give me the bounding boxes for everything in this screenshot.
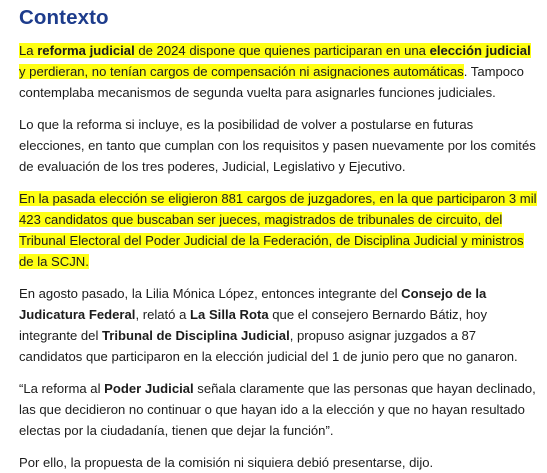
bold-term-consejo-judicatura: Consejo de la Judicatura Federal bbox=[19, 286, 487, 322]
text-run: , propuso asignar juzgados a 87 candidatos que participaron en la elección judicial del 1 de junio pero que no ganaron. bbox=[19, 328, 518, 364]
bold-term-tribunal-disciplina: Tribunal de Disciplina Judicial bbox=[102, 328, 290, 343]
paragraph-conclusion: Por ello, la propuesta de la comisión ni siquiera debió presentarse, dijo. bbox=[19, 455, 434, 470]
paragraph-reform-context bbox=[19, 40, 539, 103]
text-run: de 2024 dispone que quienes participaran en una bbox=[134, 43, 430, 58]
text-run: En agosto pasado, la Lilia Mónica López, entonces integrante del bbox=[19, 286, 402, 301]
text-run: . Tampoco contemplaba mecanismos de segunda vuelta para asignarles funciones judiciales. bbox=[19, 64, 524, 100]
highlight-reform-summary bbox=[19, 43, 531, 79]
text-run: y perdieran, no tenían cargos de compensación ni asignaciones automáticas bbox=[19, 64, 464, 79]
text-run: “La reforma al bbox=[19, 381, 105, 396]
paragraph-proposal bbox=[19, 283, 539, 367]
highlight-election-figures: En la pasada elección se eligieron 881 cargos de juzgadores, en la que participaron 3 mil 423 candidatos que buscaban ser jueces, magistrados de tribunales de circuito, del Tribunal Electoral del Poder Judicial de la Federación, de Disciplina Judicial y ministros de la SCJN. bbox=[19, 191, 537, 269]
text-run: señala claramente que las personas que hayan declinado, las que decidieron no continuar o que hayan ido a la elección y que no hayan resultado electas por la ciudadanía, tienen que dejar la función”. bbox=[19, 381, 536, 438]
paragraph-quote bbox=[19, 378, 539, 441]
section-heading: Contexto bbox=[19, 6, 109, 29]
text-run: que el consejero Bernardo Bátiz, hoy integrante del bbox=[19, 307, 487, 343]
paragraph-reapply: Lo que la reforma si incluye, es la posibilidad de volver a postularse en futuras elecciones, en tanto que cumplan con los requisitos y pasen nuevamente por los comités de evaluación de los tres poderes, Judicial, Legislativo y Ejecutivo. bbox=[19, 117, 536, 174]
text-run: , relató a bbox=[135, 307, 191, 322]
paragraph-election-figures bbox=[19, 188, 539, 272]
bold-term-la-silla-rota: La Silla Rota bbox=[190, 307, 269, 322]
text-run: La bbox=[19, 43, 38, 58]
bold-term-poder-judicial: Poder Judicial bbox=[104, 381, 194, 396]
bold-term-reforma-judicial: reforma judicial bbox=[37, 43, 135, 58]
bold-term-eleccion-judicial: elección judicial bbox=[429, 43, 531, 58]
